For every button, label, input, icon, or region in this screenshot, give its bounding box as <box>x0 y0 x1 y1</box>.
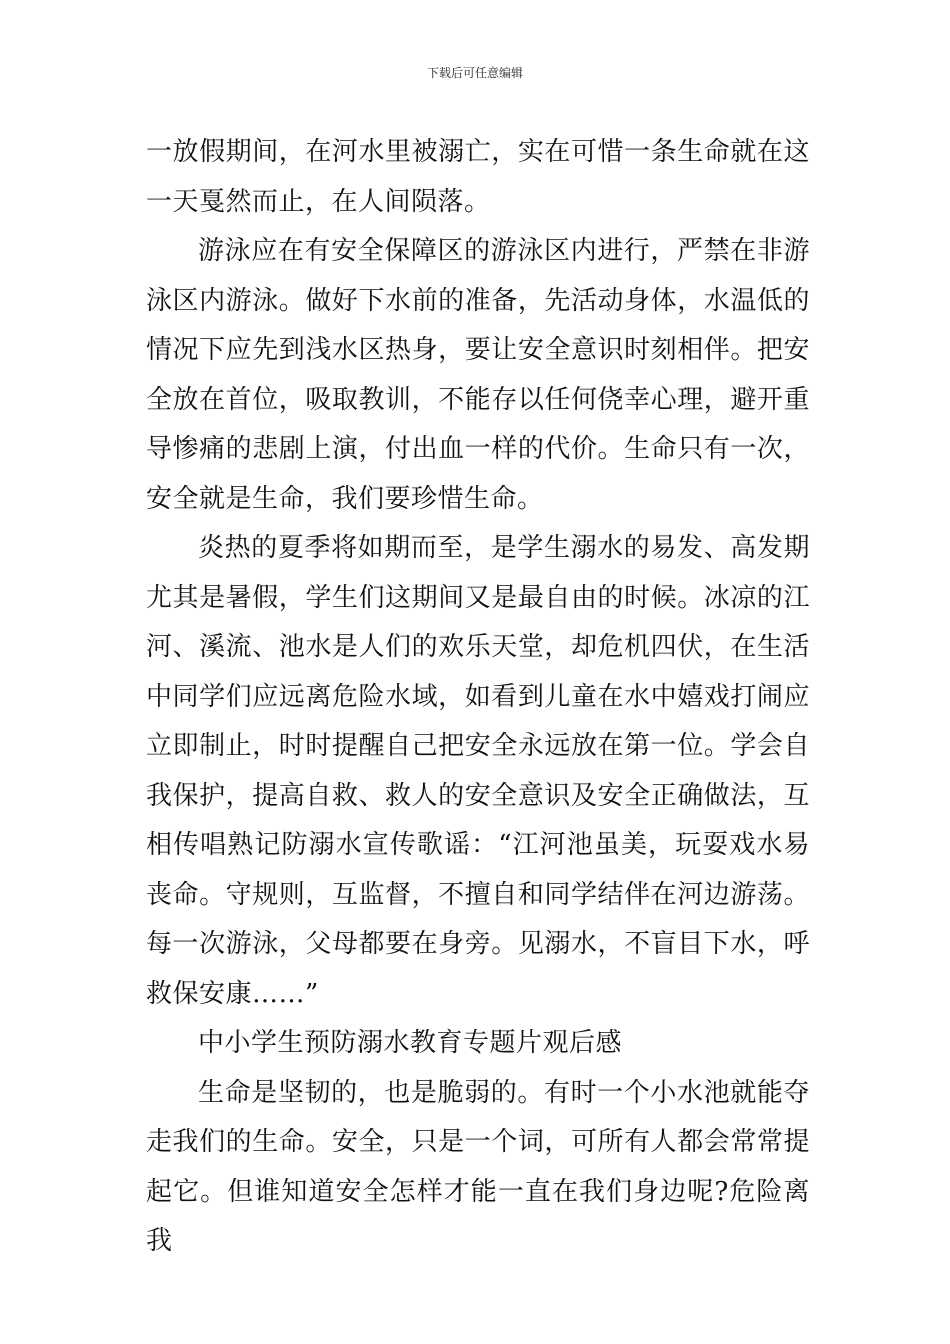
page-header: 下载后可任意编辑 <box>426 66 523 80</box>
paragraph-4: 生命是坚韧的，也是脆弱的。有时一个小水池就能夺走我们的生命。安全，只是一个词，可所有人都会常常提起它。但谁知道安全怎样才能一直在我们身边呢?危险离我 <box>146 1077 810 1256</box>
paragraph-3: 炎热的夏季将如期而至，是学生溺水的易发、高发期尤其是暑假，学生们这期间又是最自由的时候。冰凉的江河、溪流、池水是人们的欢乐天堂，却危机四伏，在生活中同学们应远离危险水域，如看到儿童在水中嬉戏打闹应立即制止，时时提醒自己把安全永远放在第一位。学会自我保护，提高自救、救人的安全意识及安全正确做法，互相传唱熟记防溺水宣传歌谣：“江河池虽美，玩耍戏水易丧命。守规则，互监督，不擅自和同学结伴在河边游荡。每一次游泳，父母都要在身旁。见溺水，不盲目下水，呼救保安康……” <box>146 533 810 1009</box>
document-body <box>146 128 810 1267</box>
section-heading: 中小学生预防溺水教育专题片观后感 <box>198 1028 623 1058</box>
paragraph-1: 一放假期间，在河水里被溺亡，实在可惜一条生命就在这一天戛然而止，在人间陨落。 <box>146 137 810 217</box>
paragraph-2: 游泳应在有安全保障区的游泳区内进行，严禁在非游泳区内游泳。做好下水前的准备，先活动身体，水温低的情况下应先到浅水区热身，要让安全意识时刻相伴。把安全放在首位，吸取教训，不能存以任何侥幸心理，避开重导惨痛的悲剧上演，付出血一样的代价。生命只有一次，安全就是生命，我们要珍惜生命。 <box>146 236 810 514</box>
